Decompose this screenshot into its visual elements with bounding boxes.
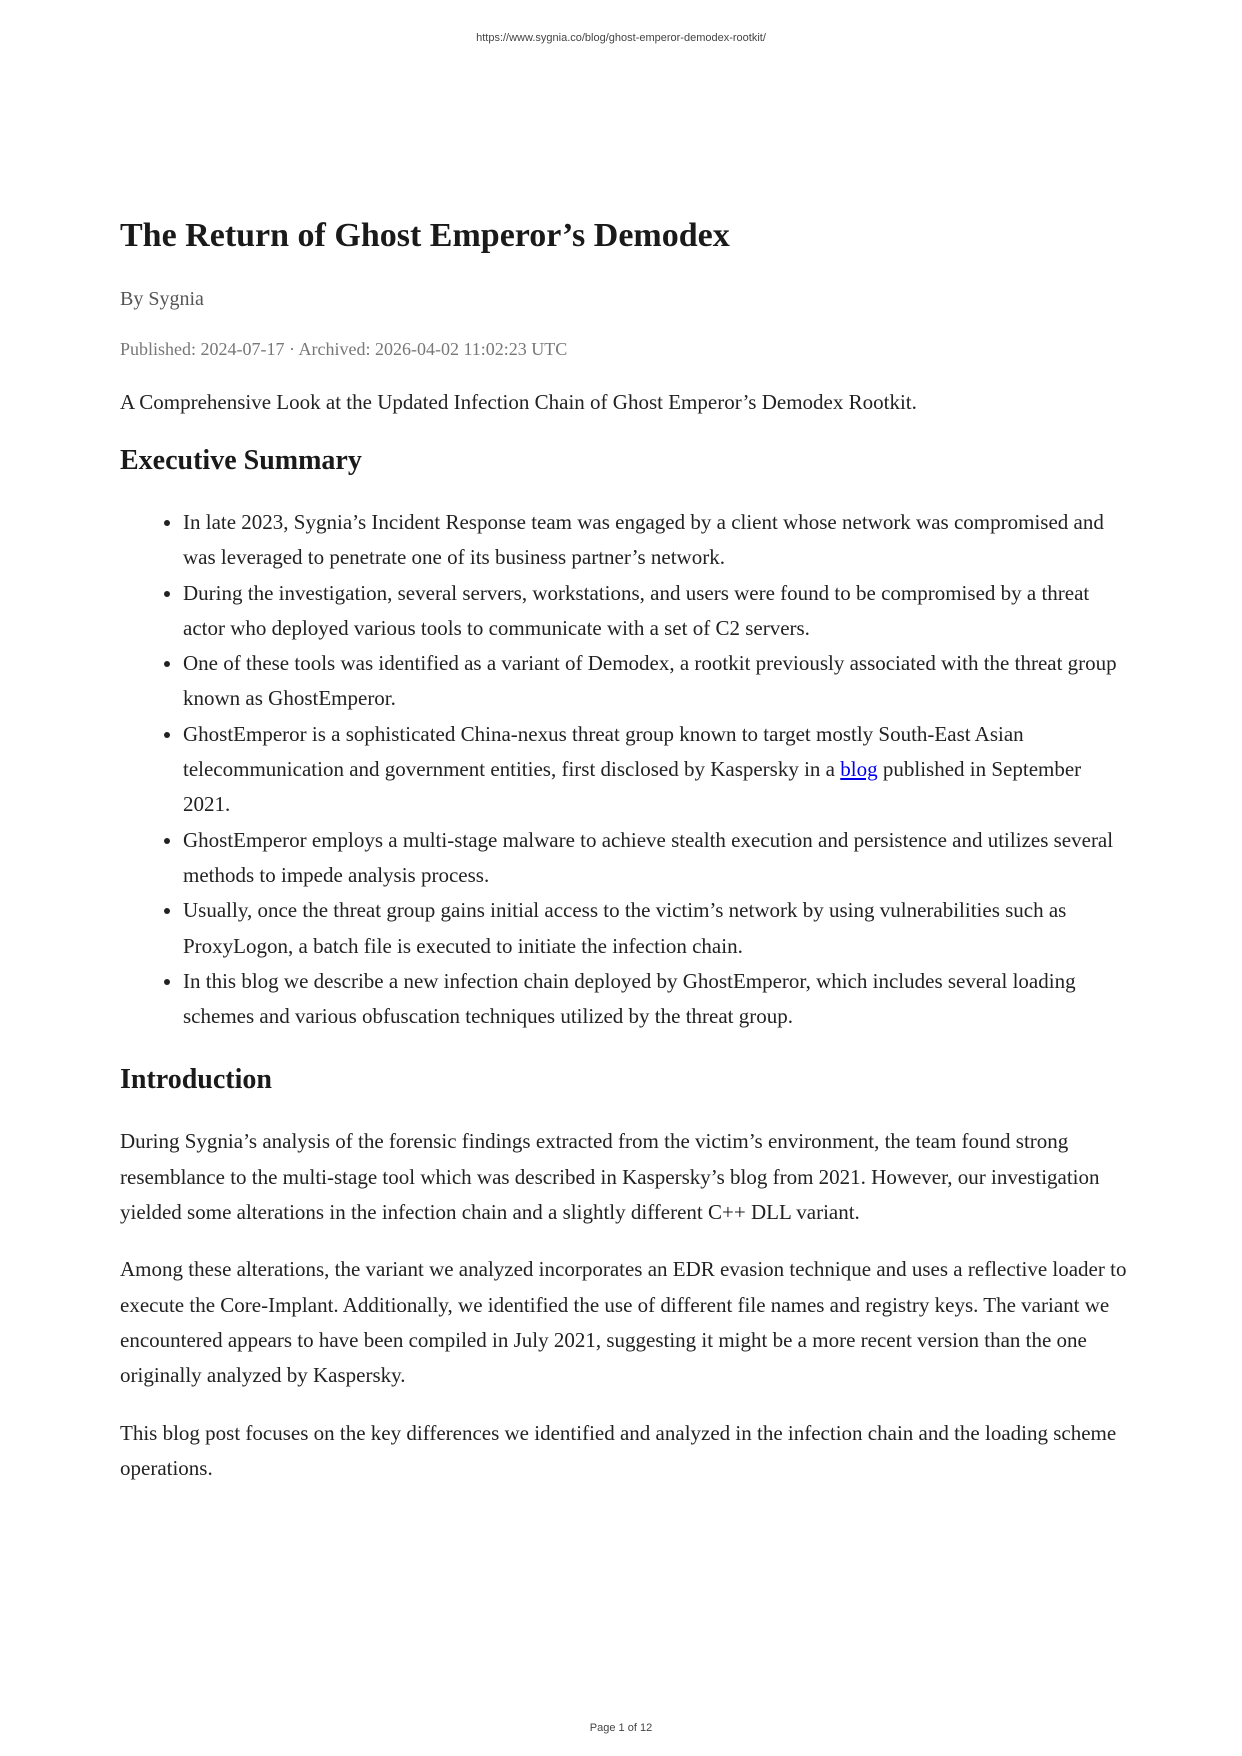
article	[120, 214, 1130, 1486]
section-heading-executive-summary: Executive Summary	[120, 445, 362, 476]
paragraph: During Sygnia’s analysis of the forensic findings extracted from the victim’s environment, the team found strong resemblance to the multi-stage tool which was described in Kaspersky’s blog from 2021. However, our investigation yielded some alterations in the infection chain and a slightly different C++ DLL variant.	[120, 1129, 1100, 1225]
list-item: • One of these tools was identified as a variant of Demodex, a rootkit previously associated with the threat group known as GhostEmperor.	[183, 646, 1130, 717]
subtitle: A Comprehensive Look at the Updated Infection Chain of Ghost Emperor’s Demodex Rootkit.	[120, 390, 917, 414]
list-item: • GhostEmperor employs a multi-stage malware to achieve stealth execution and persistence and utilizes several methods to impede analysis process.	[183, 823, 1130, 894]
list-item: • During the investigation, several servers, workstations, and users were found to be compromised by a threat actor who deployed various tools to communicate with a set of C2 servers.	[183, 576, 1130, 647]
list-item: • In this blog we describe a new infection chain deployed by GhostEmperor, which includes several loading schemes and various obfuscation techniques utilized by the threat group.	[183, 964, 1130, 1035]
paragraph: This blog post focuses on the key differences we identified and analyzed in the infection chain and the loading scheme operations.	[120, 1420, 1117, 1480]
list-item-text: GhostEmperor is a sophisticated China-nexus threat group known to target mostly South-East Asian telecommunication and government entities, first disclosed by Kaspersky in a	[183, 721, 1024, 782]
page-number: Page 1 of 12	[589, 1722, 653, 1734]
page-title: The Return of Ghost Emperor’s Demodex	[120, 217, 730, 254]
publish-meta: Published: 2024-07-17 · Archived: 2026-04-02 11:02:23 UTC	[120, 339, 568, 359]
page-url: https://www.sygnia.co/blog/ghost-emperor-demodex-rootkit/	[476, 32, 766, 44]
summary-list	[120, 505, 1130, 1034]
paragraph: Among these alterations, the variant we analyzed incorporates an EDR evasion technique and uses a reflective loader to execute the Core-Implant. Additionally, we identified the use of different file names and registry keys. The variant we encountered appears to have been compiled in July 2021, suggesting it might be a more recent version than the one originally analyzed by Kaspersky.	[120, 1257, 1127, 1388]
blog-link[interactable]: blog	[840, 757, 878, 782]
list-item-text: published in September 2021.	[183, 757, 1082, 817]
section-heading-introduction: Introduction	[120, 1064, 272, 1096]
list-item: • Usually, once the threat group gains initial access to the victim’s network by using vulnerabilities such as ProxyLogon, a batch file is executed to initiate the infection chain.	[183, 893, 1130, 964]
list-item: • In late 2023, Sygnia’s Incident Response team was engaged by a client whose network was compromised and was leveraged to penetrate one of its business partner’s network.	[183, 505, 1130, 576]
byline: By Sygnia	[120, 288, 204, 310]
list-item	[183, 717, 1130, 823]
